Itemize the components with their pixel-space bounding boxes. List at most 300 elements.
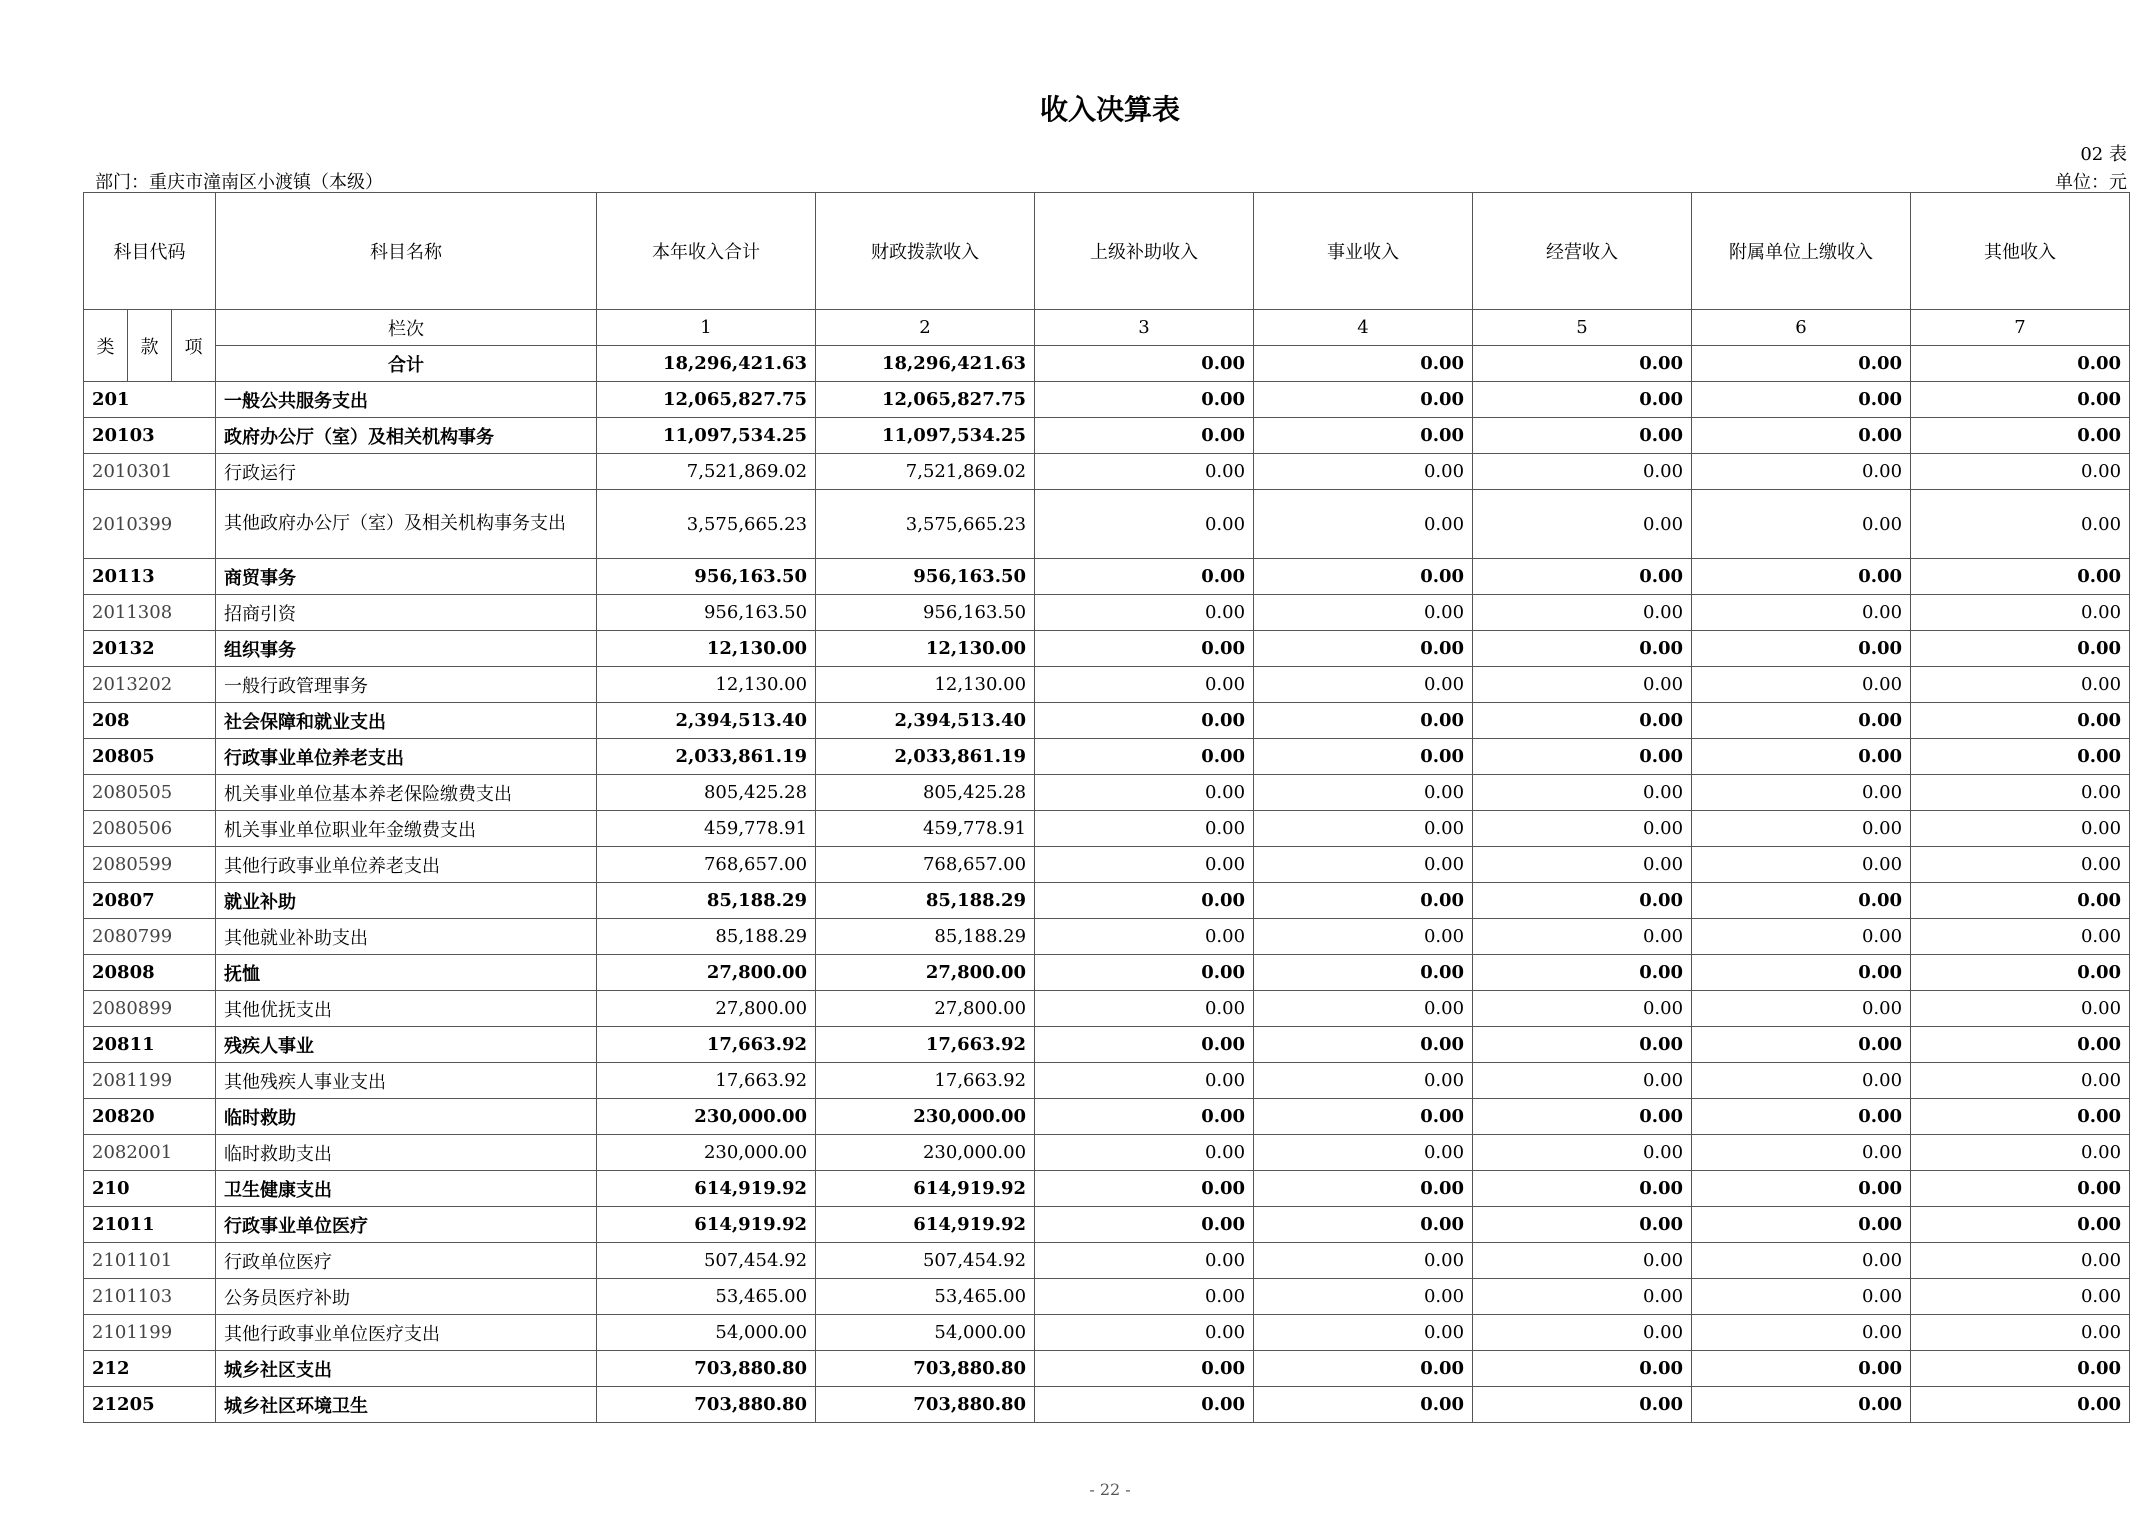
amount-cell: 12,130.00: [597, 631, 816, 667]
subject-code: 20132: [84, 631, 216, 667]
amount-cell: 0.00: [1473, 1171, 1692, 1207]
amount-cell: 0.00: [1473, 1315, 1692, 1351]
amount-cell: 0.00: [1692, 454, 1911, 490]
amount-cell: 0.00: [1473, 1135, 1692, 1171]
amount-cell: 956,163.50: [816, 595, 1035, 631]
table-row: [84, 1351, 2130, 1387]
amount-cell: 0.00: [1035, 1099, 1254, 1135]
column-number-row: [84, 310, 2130, 346]
amount-cell: 0.00: [1035, 382, 1254, 418]
subject-code: 208: [84, 703, 216, 739]
amount-cell: 0.00: [1035, 703, 1254, 739]
amount-cell: 0.00: [1692, 883, 1911, 919]
header-col: 本年收入合计: [597, 193, 816, 310]
income-table: [83, 192, 2130, 1423]
amount-cell: 0.00: [1692, 1099, 1911, 1135]
total-label: 合计: [216, 346, 597, 382]
page-title: 收入决算表: [1039, 93, 1180, 126]
subject-code: 20811: [84, 1027, 216, 1063]
table-row: [84, 919, 2130, 955]
amount-cell: 0.00: [1254, 811, 1473, 847]
subject-code: 2080505: [84, 775, 216, 811]
header-col: 财政拨款收入: [816, 193, 1035, 310]
amount-cell: 703,880.80: [816, 1387, 1035, 1423]
amount-cell: 85,188.29: [597, 919, 816, 955]
table-row: [84, 1315, 2130, 1351]
subject-code: 2101199: [84, 1315, 216, 1351]
amount-cell: 0.00: [1692, 739, 1911, 775]
amount-cell: 768,657.00: [816, 847, 1035, 883]
amount-cell: 2,394,513.40: [597, 703, 816, 739]
table-row: [84, 1387, 2130, 1423]
subject-name: 其他优抚支出: [216, 991, 597, 1027]
amount-cell: 0.00: [1473, 1027, 1692, 1063]
amount-cell: 0.00: [1473, 1207, 1692, 1243]
amount-cell: 0.00: [1035, 631, 1254, 667]
amount-cell: 0.00: [1254, 1063, 1473, 1099]
amount-cell: 0.00: [1692, 919, 1911, 955]
amount-cell: 507,454.92: [816, 1243, 1035, 1279]
subject-code: 21011: [84, 1207, 216, 1243]
amount-cell: 0.00: [1692, 1387, 1911, 1423]
table-row: [84, 418, 2130, 454]
amount-cell: 614,919.92: [816, 1207, 1035, 1243]
amount-cell: 0.00: [1692, 1243, 1911, 1279]
amount-cell: 0.00: [1035, 1387, 1254, 1423]
total-value: 0.00: [1473, 346, 1692, 382]
table-row: [84, 991, 2130, 1027]
amount-cell: 0.00: [1692, 1351, 1911, 1387]
column-number: 2: [816, 310, 1035, 346]
subject-code: 2011308: [84, 595, 216, 631]
subject-name: 行政事业单位养老支出: [216, 739, 597, 775]
amount-cell: 0.00: [1254, 847, 1473, 883]
amount-cell: 0.00: [1254, 1279, 1473, 1315]
amount-cell: 0.00: [1254, 955, 1473, 991]
amount-cell: 53,465.00: [816, 1279, 1035, 1315]
amount-cell: 0.00: [1473, 1063, 1692, 1099]
table-row: [84, 559, 2130, 595]
amount-cell: 0.00: [1254, 1027, 1473, 1063]
subject-name: 行政单位医疗: [216, 1243, 597, 1279]
amount-cell: 0.00: [1473, 739, 1692, 775]
header-col: 经营收入: [1473, 193, 1692, 310]
subject-name: 就业补助: [216, 883, 597, 919]
amount-cell: 0.00: [1473, 1387, 1692, 1423]
amount-cell: 0.00: [1254, 1315, 1473, 1351]
table-row: [84, 739, 2130, 775]
subject-code: 2101101: [84, 1243, 216, 1279]
amount-cell: 12,065,827.75: [816, 382, 1035, 418]
amount-cell: 0.00: [1254, 991, 1473, 1027]
table-row: [84, 703, 2130, 739]
amount-cell: 0.00: [1692, 991, 1911, 1027]
amount-cell: 0.00: [1254, 454, 1473, 490]
subject-code: 201: [84, 382, 216, 418]
subject-name: 残疾人事业: [216, 1027, 597, 1063]
column-number: 5: [1473, 310, 1692, 346]
amount-cell: 0.00: [1035, 1315, 1254, 1351]
amount-cell: 0.00: [1254, 883, 1473, 919]
amount-cell: 0.00: [1473, 418, 1692, 454]
amount-cell: 0.00: [1473, 595, 1692, 631]
total-value: 0.00: [1911, 346, 2130, 382]
amount-cell: 0.00: [1692, 667, 1911, 703]
subject-code: 20103: [84, 418, 216, 454]
amount-cell: 0.00: [1692, 1315, 1911, 1351]
subject-code: 2080799: [84, 919, 216, 955]
amount-cell: 0.00: [1911, 1243, 2130, 1279]
amount-cell: 0.00: [1035, 1279, 1254, 1315]
column-number: 4: [1254, 310, 1473, 346]
amount-cell: 0.00: [1035, 955, 1254, 991]
amount-cell: 0.00: [1254, 1243, 1473, 1279]
amount-cell: 7,521,869.02: [597, 454, 816, 490]
amount-cell: 3,575,665.23: [597, 490, 816, 559]
amount-cell: 0.00: [1254, 667, 1473, 703]
subject-name: 组织事务: [216, 631, 597, 667]
amount-cell: 0.00: [1035, 1207, 1254, 1243]
subject-name: 行政事业单位医疗: [216, 1207, 597, 1243]
amount-cell: 0.00: [1911, 703, 2130, 739]
amount-cell: 0.00: [1035, 1351, 1254, 1387]
subject-name: 招商引资: [216, 595, 597, 631]
amount-cell: 0.00: [1911, 811, 2130, 847]
amount-cell: 0.00: [1692, 490, 1911, 559]
amount-cell: 0.00: [1911, 667, 2130, 703]
subject-name: 临时救助支出: [216, 1135, 597, 1171]
amount-cell: 459,778.91: [597, 811, 816, 847]
unit-label: 单位：元: [2055, 172, 2127, 193]
subject-name: 行政运行: [216, 454, 597, 490]
amount-cell: 0.00: [1035, 1135, 1254, 1171]
amount-cell: 0.00: [1911, 883, 2130, 919]
amount-cell: 85,188.29: [816, 883, 1035, 919]
amount-cell: 956,163.50: [816, 559, 1035, 595]
amount-cell: 0.00: [1473, 955, 1692, 991]
amount-cell: 0.00: [1692, 631, 1911, 667]
amount-cell: 0.00: [1692, 418, 1911, 454]
amount-cell: 0.00: [1254, 490, 1473, 559]
column-number: 7: [1911, 310, 2130, 346]
amount-cell: 17,663.92: [816, 1063, 1035, 1099]
amount-cell: 0.00: [1911, 1279, 2130, 1315]
amount-cell: 0.00: [1473, 1099, 1692, 1135]
amount-cell: 507,454.92: [597, 1243, 816, 1279]
table-row: [84, 1207, 2130, 1243]
amount-cell: 17,663.92: [816, 1027, 1035, 1063]
amount-cell: 27,800.00: [597, 991, 816, 1027]
amount-cell: 0.00: [1692, 811, 1911, 847]
amount-cell: 614,919.92: [816, 1171, 1035, 1207]
table-row: [84, 454, 2130, 490]
amount-cell: 0.00: [1911, 775, 2130, 811]
amount-cell: 0.00: [1254, 739, 1473, 775]
subject-name: 机关事业单位基本养老保险缴费支出: [216, 775, 597, 811]
amount-cell: 0.00: [1035, 418, 1254, 454]
page-number: - 22 -: [1089, 1480, 1131, 1499]
subject-name: 城乡社区支出: [216, 1351, 597, 1387]
amount-cell: 12,130.00: [597, 667, 816, 703]
amount-cell: 0.00: [1035, 559, 1254, 595]
amount-cell: 0.00: [1911, 1099, 2130, 1135]
amount-cell: 0.00: [1473, 382, 1692, 418]
amount-cell: 0.00: [1911, 382, 2130, 418]
amount-cell: 0.00: [1911, 955, 2130, 991]
subject-name: 卫生健康支出: [216, 1171, 597, 1207]
amount-cell: 0.00: [1035, 1171, 1254, 1207]
amount-cell: 0.00: [1035, 1027, 1254, 1063]
subject-name: 机关事业单位职业年金缴费支出: [216, 811, 597, 847]
amount-cell: 0.00: [1911, 739, 2130, 775]
subject-code: 2010399: [84, 490, 216, 559]
table-row: [84, 1243, 2130, 1279]
amount-cell: 0.00: [1692, 559, 1911, 595]
table-row: [84, 847, 2130, 883]
table-number: 02 表: [2080, 144, 2127, 165]
amount-cell: 27,800.00: [597, 955, 816, 991]
amount-cell: 0.00: [1692, 1207, 1911, 1243]
amount-cell: 0.00: [1692, 1279, 1911, 1315]
table-row: [84, 382, 2130, 418]
amount-cell: 0.00: [1473, 631, 1692, 667]
amount-cell: 0.00: [1911, 1351, 2130, 1387]
subject-code: 212: [84, 1351, 216, 1387]
amount-cell: 0.00: [1473, 847, 1692, 883]
amount-cell: 85,188.29: [816, 919, 1035, 955]
amount-cell: 0.00: [1254, 559, 1473, 595]
column-number: 3: [1035, 310, 1254, 346]
amount-cell: 805,425.28: [597, 775, 816, 811]
amount-cell: 0.00: [1254, 1135, 1473, 1171]
amount-cell: 0.00: [1911, 1063, 2130, 1099]
lei-label: 类: [84, 310, 128, 382]
subject-code: 20113: [84, 559, 216, 595]
amount-cell: 0.00: [1692, 595, 1911, 631]
subject-code: 2010301: [84, 454, 216, 490]
amount-cell: 0.00: [1911, 1135, 2130, 1171]
subject-code: 2013202: [84, 667, 216, 703]
table-row: [84, 955, 2130, 991]
amount-cell: 0.00: [1473, 991, 1692, 1027]
subject-code: 2081199: [84, 1063, 216, 1099]
table-row: [84, 775, 2130, 811]
table-row: [84, 811, 2130, 847]
amount-cell: 0.00: [1254, 1351, 1473, 1387]
amount-cell: 3,575,665.23: [816, 490, 1035, 559]
total-value: 0.00: [1035, 346, 1254, 382]
table-row: [84, 1135, 2130, 1171]
amount-cell: 0.00: [1473, 1351, 1692, 1387]
amount-cell: 17,663.92: [597, 1027, 816, 1063]
subject-name: 政府办公厅（室）及相关机构事务: [216, 418, 597, 454]
amount-cell: 0.00: [1254, 595, 1473, 631]
amount-cell: 0.00: [1911, 559, 2130, 595]
amount-cell: 12,130.00: [816, 631, 1035, 667]
subject-name: 其他残疾人事业支出: [216, 1063, 597, 1099]
amount-cell: 0.00: [1911, 418, 2130, 454]
table-row: [84, 1279, 2130, 1315]
amount-cell: 11,097,534.25: [597, 418, 816, 454]
amount-cell: 0.00: [1254, 775, 1473, 811]
subject-code: 20805: [84, 739, 216, 775]
amount-cell: 956,163.50: [597, 559, 816, 595]
department-label: 部门：重庆市潼南区小渡镇（本级）: [95, 172, 383, 193]
amount-cell: 0.00: [1911, 1315, 2130, 1351]
amount-cell: 53,465.00: [597, 1279, 816, 1315]
table-row: [84, 490, 2130, 559]
amount-cell: 0.00: [1035, 739, 1254, 775]
amount-cell: 27,800.00: [816, 991, 1035, 1027]
amount-cell: 956,163.50: [597, 595, 816, 631]
amount-cell: 54,000.00: [597, 1315, 816, 1351]
amount-cell: 0.00: [1692, 1063, 1911, 1099]
subject-name: 其他政府办公厅（室）及相关机构事务支出: [216, 490, 597, 559]
amount-cell: 0.00: [1692, 847, 1911, 883]
total-value: 18,296,421.63: [816, 346, 1035, 382]
table-row: [84, 1063, 2130, 1099]
header-col: 其他收入: [1911, 193, 2130, 310]
amount-cell: 0.00: [1911, 991, 2130, 1027]
subject-name: 一般公共服务支出: [216, 382, 597, 418]
table-body: [84, 382, 2130, 1423]
amount-cell: 0.00: [1035, 991, 1254, 1027]
subject-code: 210: [84, 1171, 216, 1207]
amount-cell: 614,919.92: [597, 1207, 816, 1243]
amount-cell: 0.00: [1911, 1027, 2130, 1063]
amount-cell: 0.00: [1254, 418, 1473, 454]
amount-cell: 0.00: [1692, 1135, 1911, 1171]
xiang-label: 项: [172, 310, 216, 382]
amount-cell: 614,919.92: [597, 1171, 816, 1207]
total-value: 18,296,421.63: [597, 346, 816, 382]
total-value: 0.00: [1254, 346, 1473, 382]
amount-cell: 0.00: [1473, 1279, 1692, 1315]
amount-cell: 0.00: [1035, 454, 1254, 490]
subject-code: 2080506: [84, 811, 216, 847]
amount-cell: 0.00: [1473, 667, 1692, 703]
header-row: [84, 193, 2130, 310]
table-row: [84, 1099, 2130, 1135]
subject-code: 2080899: [84, 991, 216, 1027]
kuan-label: 款: [128, 310, 172, 382]
amount-cell: 805,425.28: [816, 775, 1035, 811]
subject-name: 一般行政管理事务: [216, 667, 597, 703]
amount-cell: 0.00: [1035, 775, 1254, 811]
amount-cell: 0.00: [1254, 382, 1473, 418]
subject-code: 20808: [84, 955, 216, 991]
table-row: [84, 1027, 2130, 1063]
amount-cell: 0.00: [1035, 1243, 1254, 1279]
amount-cell: 7,521,869.02: [816, 454, 1035, 490]
amount-cell: 0.00: [1692, 382, 1911, 418]
amount-cell: 0.00: [1911, 1387, 2130, 1423]
amount-cell: 0.00: [1035, 490, 1254, 559]
amount-cell: 703,880.80: [816, 1351, 1035, 1387]
amount-cell: 230,000.00: [597, 1135, 816, 1171]
subject-name: 临时救助: [216, 1099, 597, 1135]
table-row: [84, 595, 2130, 631]
amount-cell: 0.00: [1473, 1243, 1692, 1279]
table-row: [84, 1171, 2130, 1207]
amount-cell: 0.00: [1254, 1171, 1473, 1207]
subject-code: 21205: [84, 1387, 216, 1423]
column-number: 6: [1692, 310, 1911, 346]
subject-name: 公务员医疗补助: [216, 1279, 597, 1315]
subject-code: 20820: [84, 1099, 216, 1135]
subject-name: 抚恤: [216, 955, 597, 991]
header-col: 附属单位上缴收入: [1692, 193, 1911, 310]
column-number: 1: [597, 310, 816, 346]
amount-cell: 2,033,861.19: [816, 739, 1035, 775]
amount-cell: 17,663.92: [597, 1063, 816, 1099]
amount-cell: 0.00: [1473, 919, 1692, 955]
amount-cell: 2,394,513.40: [816, 703, 1035, 739]
amount-cell: 0.00: [1035, 667, 1254, 703]
amount-cell: 54,000.00: [816, 1315, 1035, 1351]
amount-cell: 11,097,534.25: [816, 418, 1035, 454]
amount-cell: 85,188.29: [597, 883, 816, 919]
amount-cell: 0.00: [1254, 703, 1473, 739]
amount-cell: 0.00: [1911, 490, 2130, 559]
amount-cell: 2,033,861.19: [597, 739, 816, 775]
total-row: [84, 346, 2130, 382]
amount-cell: 0.00: [1911, 454, 2130, 490]
table-row: [84, 883, 2130, 919]
amount-cell: 0.00: [1473, 811, 1692, 847]
subject-name: 其他行政事业单位养老支出: [216, 847, 597, 883]
amount-cell: 0.00: [1911, 1207, 2130, 1243]
amount-cell: 0.00: [1692, 703, 1911, 739]
subject-name: 商贸事务: [216, 559, 597, 595]
amount-cell: 0.00: [1473, 559, 1692, 595]
header-code: 科目代码: [84, 193, 216, 310]
amount-cell: 0.00: [1692, 1027, 1911, 1063]
amount-cell: 0.00: [1035, 595, 1254, 631]
amount-cell: 0.00: [1254, 1207, 1473, 1243]
amount-cell: 0.00: [1035, 847, 1254, 883]
amount-cell: 459,778.91: [816, 811, 1035, 847]
subject-name: 社会保障和就业支出: [216, 703, 597, 739]
subject-code: 2101103: [84, 1279, 216, 1315]
table-row: [84, 667, 2130, 703]
header-col: 事业收入: [1254, 193, 1473, 310]
amount-cell: 0.00: [1911, 919, 2130, 955]
amount-cell: 12,065,827.75: [597, 382, 816, 418]
amount-cell: 0.00: [1254, 631, 1473, 667]
amount-cell: 0.00: [1254, 919, 1473, 955]
amount-cell: 0.00: [1035, 919, 1254, 955]
subject-code: 2082001: [84, 1135, 216, 1171]
amount-cell: 230,000.00: [597, 1099, 816, 1135]
amount-cell: 768,657.00: [597, 847, 816, 883]
amount-cell: 0.00: [1035, 883, 1254, 919]
amount-cell: 703,880.80: [597, 1351, 816, 1387]
amount-cell: 0.00: [1473, 454, 1692, 490]
amount-cell: 0.00: [1473, 883, 1692, 919]
amount-cell: 0.00: [1473, 490, 1692, 559]
subject-name: 其他就业补助支出: [216, 919, 597, 955]
amount-cell: 0.00: [1911, 595, 2130, 631]
amount-cell: 12,130.00: [816, 667, 1035, 703]
header-name: 科目名称: [216, 193, 597, 310]
amount-cell: 0.00: [1035, 811, 1254, 847]
amount-cell: 0.00: [1254, 1387, 1473, 1423]
lanci-label: 栏次: [216, 310, 597, 346]
amount-cell: 0.00: [1692, 1171, 1911, 1207]
amount-cell: 0.00: [1035, 1063, 1254, 1099]
subject-name: 城乡社区环境卫生: [216, 1387, 597, 1423]
